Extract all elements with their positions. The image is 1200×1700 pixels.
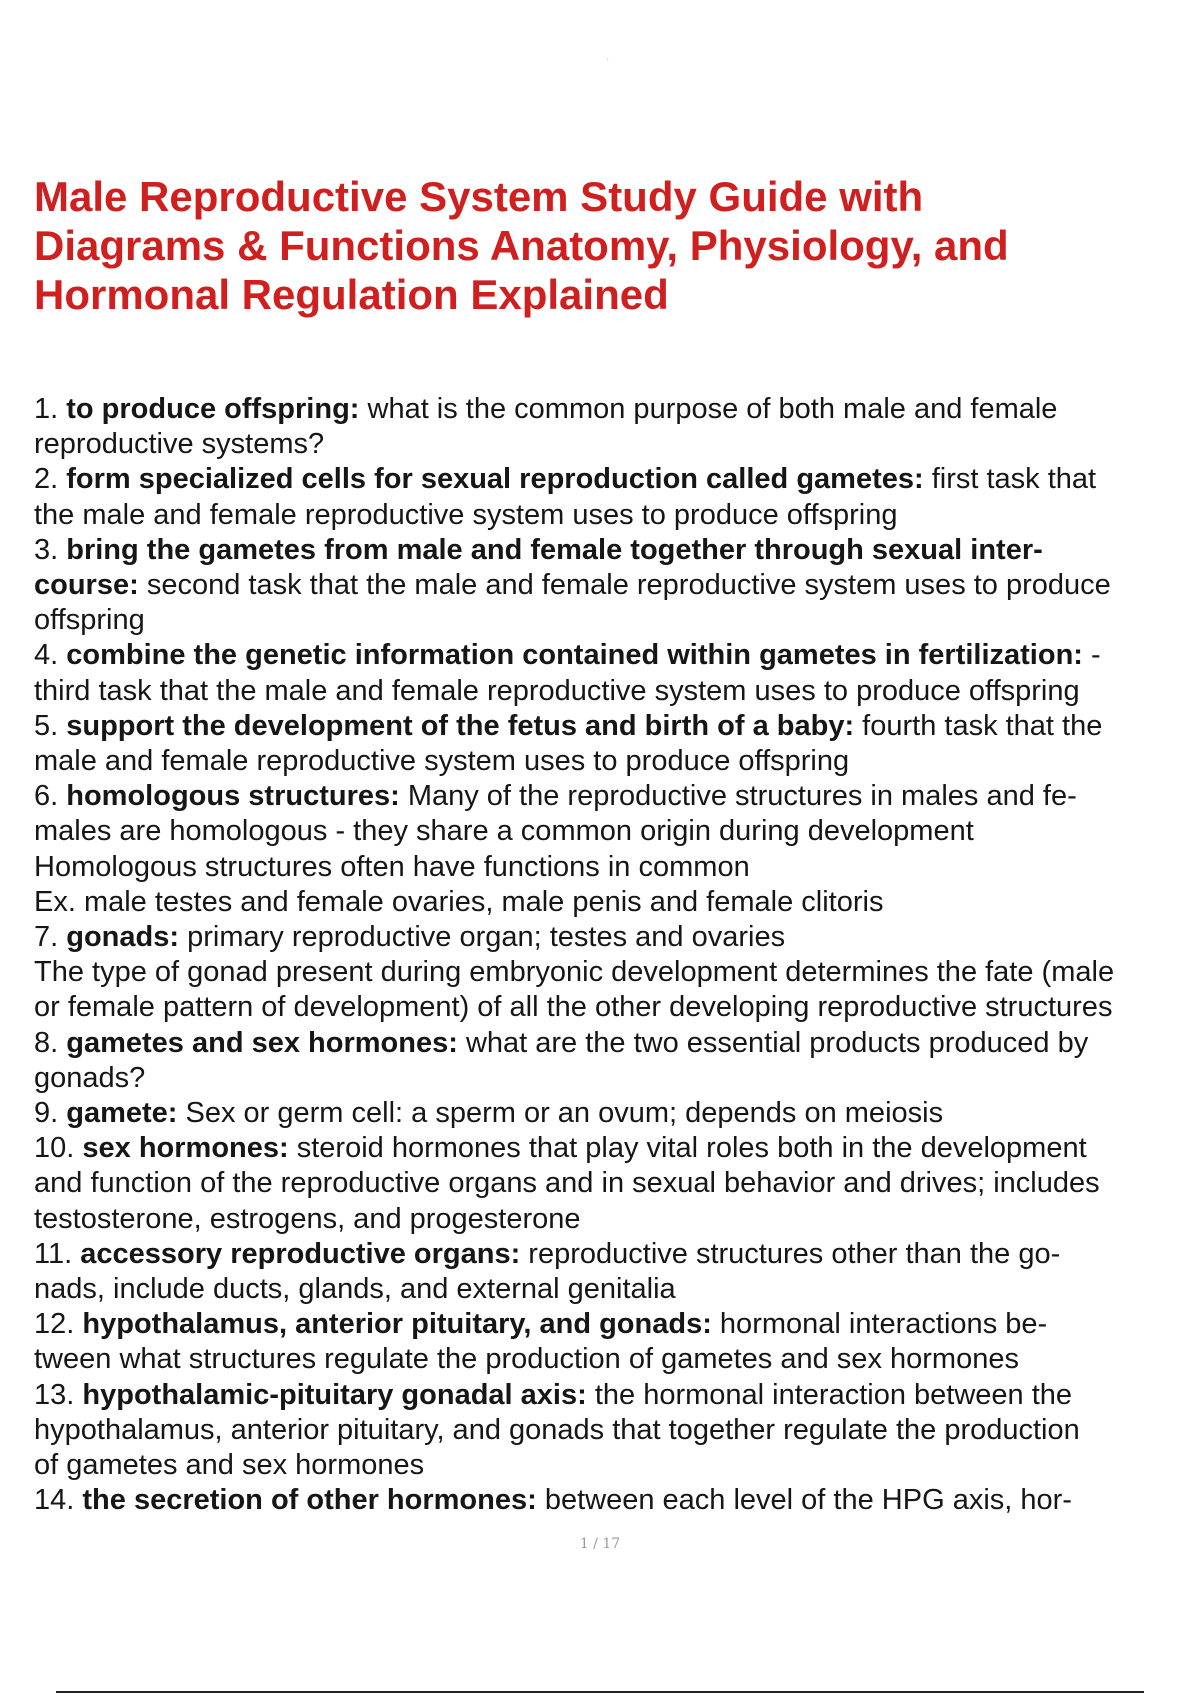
item-line-numbered	[34, 920, 1194, 955]
item-number: 11.	[34, 1237, 73, 1270]
item-line-numbered	[34, 709, 1194, 744]
page-indicator: 1 / 17	[579, 1536, 621, 1552]
study-guide-items	[34, 392, 1194, 1519]
item-definition: Ex. male testes and female ovaries, male penis and female clitoris	[34, 885, 884, 918]
item-term: support the development of the fetus and birth of a baby:	[66, 709, 855, 742]
item-line	[34, 1413, 1194, 1448]
item-line-numbered	[34, 1307, 1194, 1342]
item-line	[34, 498, 1194, 533]
item-definition: steroid hormones that play vital roles both in the development	[288, 1132, 1087, 1165]
item-definition: of gametes and sex hormones	[34, 1449, 425, 1482]
item-number: 4.	[34, 639, 59, 672]
item-definition: Homologous structures often have functions in common	[34, 850, 750, 883]
item-line-numbered	[34, 1378, 1194, 1413]
document-title	[34, 172, 1154, 319]
item-line	[34, 885, 1194, 920]
item-line	[34, 603, 1194, 638]
item-definition: primary reproductive organ; testes and ovaries	[179, 921, 786, 954]
item-line	[34, 1448, 1194, 1483]
item-definition: between each level of the HPG axis, hor-	[536, 1484, 1072, 1517]
item-definition: second task that the male and female reproductive system uses to produce	[138, 569, 1111, 602]
item-line	[34, 568, 1194, 603]
item-definition: testosterone, estrogens, and progesterone	[34, 1202, 581, 1235]
item-definition: what are the two essential products produced by	[457, 1026, 1089, 1059]
item-line	[34, 1166, 1194, 1201]
item-line-numbered	[34, 462, 1194, 497]
item-term: hypothalamic-pituitary gonadal axis:	[82, 1378, 587, 1411]
item-line	[34, 850, 1194, 885]
item-definition: and function of the reproductive organs and in sexual behavior and drives; includes	[34, 1167, 1100, 1200]
item-line	[34, 814, 1194, 849]
item-definition: fourth task that the	[854, 709, 1103, 742]
item-definition: males are homologous - they share a common origin during development	[34, 815, 974, 848]
item-definition: gonads?	[34, 1061, 146, 1094]
item-line-numbered	[34, 1237, 1194, 1272]
item-definition: nads, include ducts, glands, and external genitalia	[34, 1273, 676, 1306]
item-definition: The type of gonad present during embryonic development determines the fate (male	[34, 956, 1115, 989]
item-line-numbered	[34, 779, 1194, 814]
item-term: gametes and sex hormones:	[66, 1026, 458, 1059]
item-term: homologous structures:	[66, 780, 400, 813]
item-definition: third task that the male and female reproductive system uses to produce offspring	[34, 674, 1080, 707]
item-definition: Many of the reproductive structures in males and fe-	[399, 780, 1077, 813]
item-line-numbered	[34, 533, 1194, 568]
item-term: gamete:	[66, 1097, 178, 1130]
item-term: hypothalamus, anterior pituitary, and gonads:	[82, 1308, 712, 1341]
item-definition: offspring	[34, 604, 145, 637]
item-term: the secretion of other hormones:	[82, 1484, 537, 1517]
item-term: course:	[34, 569, 139, 602]
item-number: 9.	[34, 1097, 59, 1130]
item-definition: tween what structures regulate the production of gametes and sex hormones	[34, 1343, 1019, 1376]
item-line	[34, 427, 1194, 462]
item-definition: hypothalamus, anterior pituitary, and gonads that together regulate the production	[34, 1413, 1080, 1446]
item-term: form specialized cells for sexual reproduction called gametes:	[66, 463, 924, 496]
item-line	[34, 955, 1194, 990]
item-definition: what is the common purpose of both male and female	[359, 393, 1058, 425]
item-definition: reproductive structures other than the go-	[520, 1237, 1061, 1270]
scan-mark: ·	[606, 54, 610, 65]
item-number: 10.	[34, 1132, 75, 1165]
bottom-divider	[56, 1691, 1144, 1693]
item-definition: reproductive systems?	[34, 428, 325, 461]
item-number: 13.	[34, 1378, 75, 1411]
item-line-numbered	[34, 1026, 1194, 1061]
item-term: sex hormones:	[82, 1132, 289, 1165]
item-number: 3.	[34, 533, 59, 566]
item-line-numbered	[34, 392, 1194, 427]
item-line	[34, 1342, 1194, 1377]
item-line	[34, 1272, 1194, 1307]
item-number: 14.	[34, 1484, 75, 1517]
item-definition: -	[1082, 639, 1101, 672]
item-number: 6.	[34, 780, 59, 813]
item-line-numbered	[34, 1131, 1194, 1166]
item-line-numbered	[34, 638, 1194, 673]
item-number: 12.	[34, 1308, 75, 1341]
item-definition: first task that	[923, 463, 1097, 496]
item-term: to produce offspring:	[66, 393, 360, 425]
item-line-numbered	[34, 1096, 1194, 1131]
item-number: 5.	[34, 709, 59, 742]
item-definition: the hormonal interaction between the	[586, 1378, 1073, 1411]
item-term: combine the genetic information contained within gametes in fertilization:	[66, 639, 1083, 672]
title-line: Diagrams & Functions Anatomy, Physiology, and	[34, 222, 1009, 269]
item-number: 1.	[34, 393, 59, 425]
item-line	[34, 744, 1194, 779]
item-definition: the male and female reproductive system uses to produce offspring	[34, 498, 898, 531]
title-line: Male Reproductive System Study Guide with	[34, 173, 924, 220]
item-number: 2.	[34, 463, 59, 496]
item-definition: hormonal interactions be-	[711, 1308, 1048, 1341]
item-line	[34, 1061, 1194, 1096]
item-line	[34, 1202, 1194, 1237]
item-definition: Sex or germ cell: a sperm or an ovum; depends on meiosis	[177, 1097, 944, 1130]
item-definition: male and female reproductive system uses to produce offspring	[34, 745, 850, 778]
item-line-numbered	[34, 1483, 1194, 1518]
item-number: 7.	[34, 921, 59, 954]
item-line	[34, 990, 1194, 1025]
item-term: bring the gametes from male and female together through sexual inter-	[66, 533, 1043, 566]
item-term: accessory reproductive organs:	[80, 1237, 521, 1270]
item-term: gonads:	[66, 921, 180, 954]
item-line	[34, 674, 1194, 709]
title-line: Hormonal Regulation Explained	[34, 271, 669, 318]
item-definition: or female pattern of development) of all the other developing reproductive structures	[34, 991, 1113, 1024]
item-number: 8.	[34, 1026, 59, 1059]
